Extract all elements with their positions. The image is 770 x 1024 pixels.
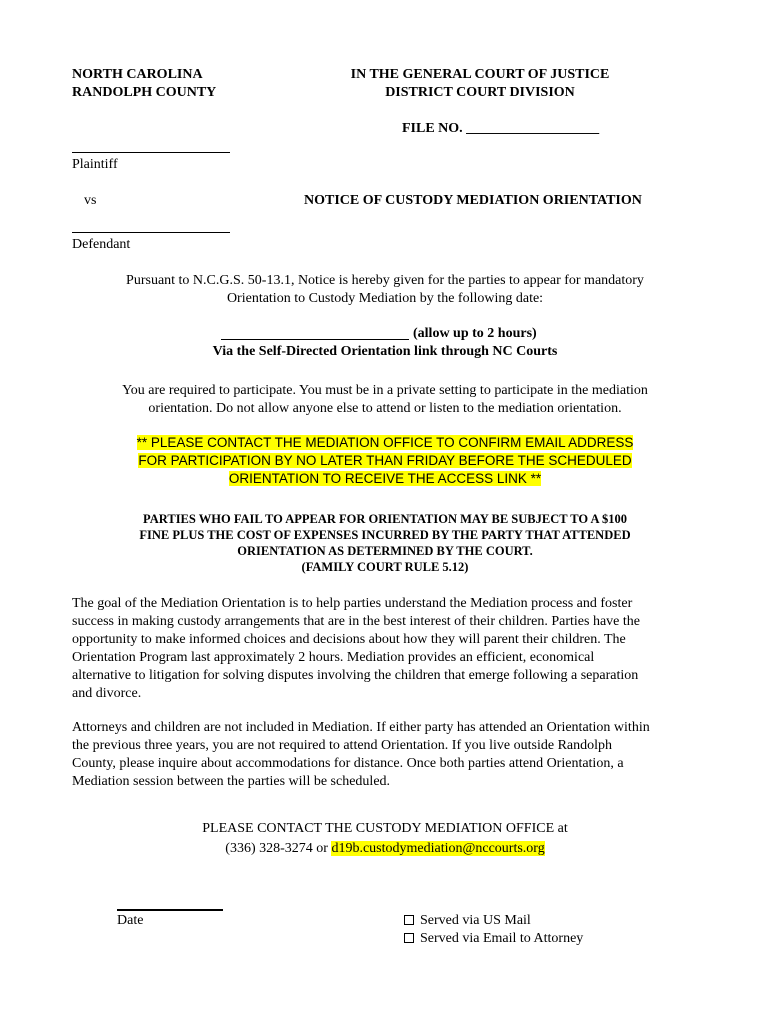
court-name: IN THE GENERAL COURT OF JUSTICE [350,67,610,82]
fine-notice-line-4: (FAMILY COURT RULE 5.12) [301,560,469,574]
state-label: NORTH CAROLINA [72,67,203,82]
via-link-text: Via the Self-Directed Orientation link through NC Courts [212,344,558,359]
attorneys-line-1: Attorneys and children are not included in Mediation. If either party has attended an Orientation within [72,720,650,735]
intro-line-1: Pursuant to N.C.G.S. 50-13.1, Notice is hereby given for the parties to appear for mandatory [126,273,644,288]
goal-line-5: alternative to litigation for solving disputes involving the children that emerge following a separation [72,668,639,683]
participation-line-2: orientation. Do not allow anyone else to attend or listen to the mediation orientation. [148,401,622,416]
fine-notice [40,511,730,575]
notice-title: NOTICE OF CUSTODY MEDIATION ORIENTATION [304,193,642,208]
attorneys-line-3: County, please inquire about accommodations for distance. Once both parties attend Orientation, a [72,756,624,771]
contact-line-1: PLEASE CONTACT THE CUSTODY MEDIATION OFFICE at [202,821,568,836]
goal-line-2: success in making custody arrangements that are in the best interest of their children. Parties have the [72,614,640,629]
contact-line-2 [40,840,730,858]
fine-notice-line-1: PARTIES WHO FAIL TO APPEAR FOR ORIENTATION MAY BE SUBJECT TO A $100 [143,512,627,526]
date-label: Date [117,913,144,928]
file-number: FILE NO. ___________________ [402,121,600,136]
fine-notice-line-3: ORIENTATION AS DETERMINED BY THE COURT. [237,544,533,558]
court-division: DISTRICT COURT DIVISION [385,85,575,100]
plaintiff-label: Plaintiff [72,157,118,172]
participation-line-1: You are required to participate. You must be in a private setting to participate in the mediation [122,383,648,398]
date-signature-line [117,909,223,911]
goal-line-4: Orientation Program last approximately 2 hours. Mediation provides an efficient, economical [72,650,595,665]
defendant-label: Defendant [72,237,131,252]
plaintiff-signature-line [72,152,230,153]
goal-paragraph [72,595,712,703]
confirm-email-line-2: FOR PARTICIPATION BY NO LATER THAN FRIDAY BEFORE THE SCHEDULED [138,453,632,468]
allow-hours-text: (allow up to 2 hours) [413,326,537,341]
served-mail-option[interactable] [404,912,531,930]
goal-line-3: opportunity to make informed choices and decisions about how they will parent their children. The [72,632,626,647]
contact-email[interactable]: d19b.custodymediation@nccourts.org [331,841,545,856]
goal-line-1: The goal of the Mediation Orientation is to help parties understand the Mediation process and foster [72,596,633,611]
served-email-checkbox[interactable] [404,933,414,943]
intro-line-2: Orientation to Custody Mediation by the following date: [226,291,544,306]
confirm-email-line-1: ** PLEASE CONTACT THE MEDIATION OFFICE TO CONFIRM EMAIL ADDRESS [136,435,634,450]
goal-line-6: and divorce. [72,686,142,701]
vs-label: vs [84,193,97,208]
served-mail-checkbox[interactable] [404,915,414,925]
fine-notice-line-2: FINE PLUS THE COST OF EXPENSES INCURRED BY THE PARTY THAT ATTENDED [139,528,631,542]
confirm-email-line-3: ORIENTATION TO RECEIVE THE ACCESS LINK ** [228,471,542,486]
served-mail-label: Served via US Mail [420,913,531,928]
attorneys-line-4: Mediation session between the parties will be scheduled. [72,774,391,789]
attorneys-paragraph [72,719,712,791]
orientation-date-line [221,339,409,340]
confirm-email-notice [40,434,730,488]
contact-phone: (336) 328-3274 or [225,841,332,856]
defendant-signature-line [72,232,230,233]
county-label: RANDOLPH COUNTY [72,85,217,100]
served-email-option[interactable] [404,930,583,948]
attorneys-line-2: the previous three years, you are not required to attend Orientation. If you live outside Randolph [72,738,613,753]
served-email-label: Served via Email to Attorney [420,931,584,946]
